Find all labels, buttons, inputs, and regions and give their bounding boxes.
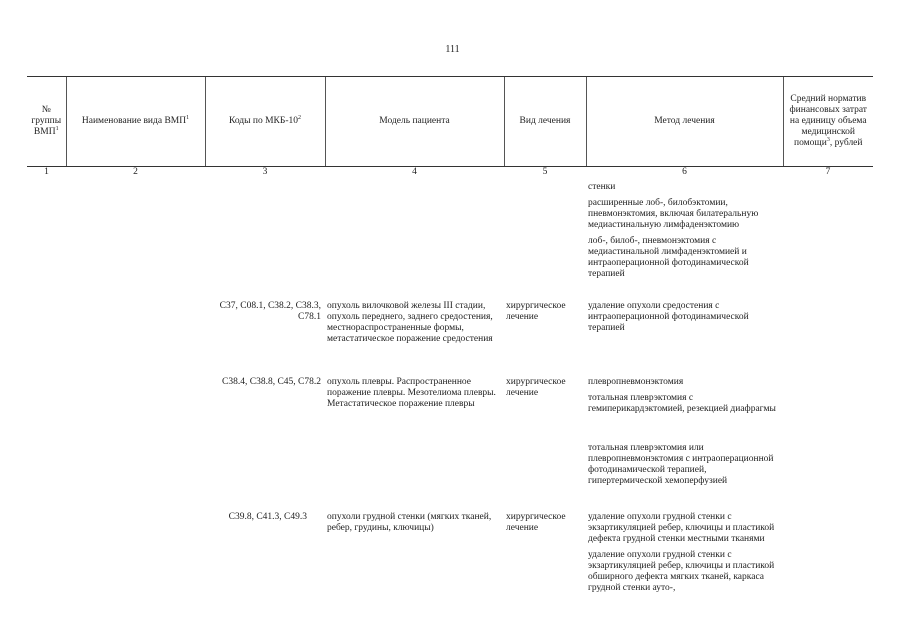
column-number: 4: [412, 167, 417, 177]
column-number: 3: [262, 167, 268, 177]
table-row-treatment-cell: хирургическое лечение: [506, 512, 566, 533]
header-cost-norm: Средний норматив финансовых затрат на единицу объема медицинской помощи$^3$, рублей: [783, 77, 873, 167]
column-number: 2: [133, 167, 138, 177]
header-treatment-type: Вид лечения: [504, 77, 586, 167]
method-item: удаление опухоли грудной стенки с экзартикуляцией ребер, ключицы и пластикой обширного дефекта мягких тканей, каркаса грудной стенки ауто-,: [588, 550, 775, 593]
method-item: плевропневмонэктомия: [588, 377, 684, 387]
table-row-codes-cell: C38.4, C38.8, C45, C78.2: [222, 377, 321, 387]
header-group-number: № группы ВМП$^1$: [27, 77, 66, 167]
table-row-treatment-cell: хирургическое лечение: [506, 301, 566, 322]
method-item: удаление опухоли грудной стенки с экзартикуляцией ребер, ключицы и пластикой дефекта грудной стенки местными тканями: [588, 512, 775, 544]
header-patient-model: Модель пациента: [325, 77, 504, 167]
method-item: тотальная плеврэктомия с гемиперикардэктомией, резекцией диафрагмы: [588, 393, 776, 414]
method-item: расширенные лоб-, билобэктомии, пневмонэктомия, включая билатеральную медиастинальную лимфаденэктомию: [588, 198, 759, 230]
method-item: лоб-, билоб-, пневмонэктомия с медиастинальной лимфаденэктомией и интраоперационной фотодинамической терапией: [588, 236, 749, 279]
table-body: [27, 0, 873, 640]
method-item: тотальная плеврэктомия или плевропневмонэктомия с интраоперационной фотодинамической терапией, гипертермической хемоперфузией: [588, 443, 774, 486]
table-row-method-cell: [588, 512, 780, 599]
header-icd-codes: Коды по МКБ-$10^2$: [205, 77, 325, 167]
column-number: 6: [682, 167, 687, 177]
page-number: 111: [445, 44, 460, 55]
header-treatment-method: Метод лечения: [586, 77, 783, 167]
table-row-patient-cell: опухоли грудной стенки (мягких тканей, ребер, грудины, ключицы): [327, 512, 492, 533]
table-row-treatment-cell: хирургическое лечение: [506, 377, 566, 398]
table-row-patient-cell: опухоль вилочковой железы III стадии, опухоль переднего, заднего средостения, местнораспространенные формы, метастатическое поражение средостения: [327, 301, 493, 344]
column-number: 5: [542, 167, 548, 177]
table-row-method-cell: [588, 182, 780, 285]
table-row-patient-cell: опухоль плевры. Распространенное поражение плевры. Мезотелиома плевры. Метастатическое поражение плевры: [327, 377, 496, 409]
method-item: удаление опухоли средостения с интраоперационной фотодинамической терапией: [588, 301, 749, 333]
column-number: 1: [44, 167, 49, 177]
header-vmp-name: Наименование вида ВМП$^1$: [66, 77, 205, 167]
column-number: 7: [825, 167, 831, 177]
table-row-method-cell: [588, 301, 780, 339]
table-row-method-cell: [588, 377, 780, 492]
table-row-codes-cell: C37, C08.1, C38.2, C38.3, C78.1: [219, 301, 321, 322]
method-item: стенки: [588, 182, 616, 192]
table-row-codes-cell: C39.8, C41.3, C49.3: [228, 512, 307, 522]
